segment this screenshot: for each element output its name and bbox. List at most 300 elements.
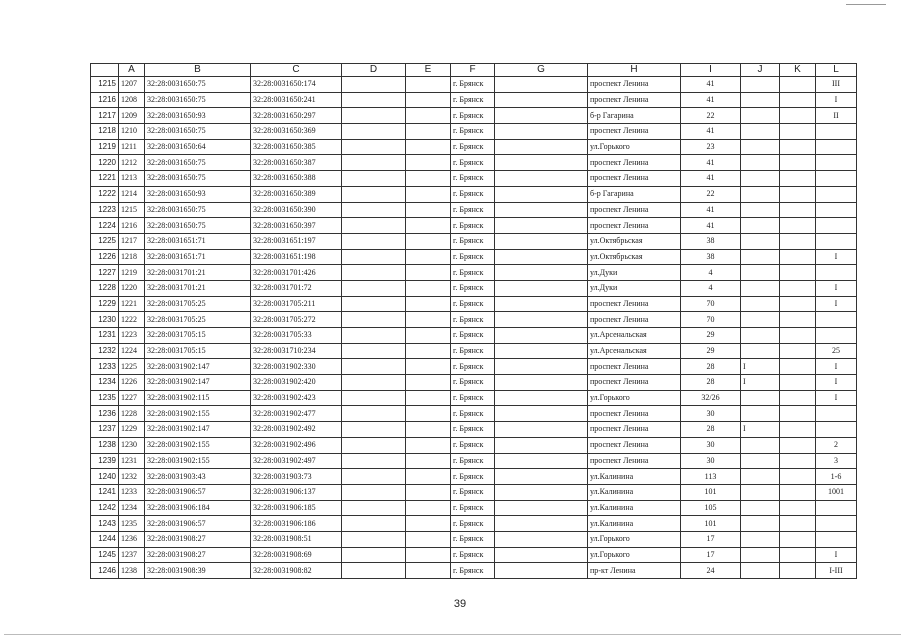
cell-l[interactable] — [816, 312, 857, 328]
cell-e[interactable] — [406, 500, 451, 516]
row-number[interactable]: 1242 — [91, 500, 119, 516]
cell-j[interactable] — [741, 77, 780, 93]
cell-l[interactable] — [816, 406, 857, 422]
column-header-a[interactable]: A — [119, 64, 145, 77]
cell-b[interactable]: 32:28:0031906:57 — [145, 516, 251, 532]
cell-k[interactable] — [780, 563, 816, 579]
cell-b[interactable]: 32:28:0031705:15 — [145, 343, 251, 359]
cell-c[interactable]: 32:28:0031902:497 — [251, 453, 342, 469]
column-header-k[interactable]: K — [780, 64, 816, 77]
cell-k[interactable] — [780, 359, 816, 375]
cell-c[interactable]: 32:28:0031705:272 — [251, 312, 342, 328]
cell-e[interactable] — [406, 437, 451, 453]
cell-h[interactable]: проспект Ленина — [588, 406, 681, 422]
cell-e[interactable] — [406, 249, 451, 265]
cell-d[interactable] — [342, 390, 406, 406]
column-header-j[interactable]: J — [741, 64, 780, 77]
cell-e[interactable] — [406, 265, 451, 281]
cell-g[interactable] — [495, 359, 588, 375]
cell-g[interactable] — [495, 343, 588, 359]
cell-d[interactable] — [342, 186, 406, 202]
cell-k[interactable] — [780, 171, 816, 187]
cell-d[interactable] — [342, 296, 406, 312]
cell-b[interactable]: 32:28:0031650:64 — [145, 139, 251, 155]
cell-f[interactable]: г. Брянск — [451, 390, 495, 406]
cell-j[interactable] — [741, 437, 780, 453]
cell-c[interactable]: 32:28:0031650:387 — [251, 155, 342, 171]
cell-g[interactable] — [495, 375, 588, 391]
cell-k[interactable] — [780, 328, 816, 344]
row-number[interactable]: 1241 — [91, 484, 119, 500]
row-number[interactable]: 1239 — [91, 453, 119, 469]
cell-h[interactable]: ул.Калинина — [588, 469, 681, 485]
cell-b[interactable]: 32:28:0031650:75 — [145, 77, 251, 93]
cell-i[interactable]: 101 — [681, 484, 741, 500]
cell-d[interactable] — [342, 155, 406, 171]
cell-f[interactable]: г. Брянск — [451, 280, 495, 296]
cell-i[interactable]: 29 — [681, 343, 741, 359]
cell-a[interactable]: 1231 — [119, 453, 145, 469]
cell-g[interactable] — [495, 500, 588, 516]
row-number[interactable]: 1228 — [91, 280, 119, 296]
cell-b[interactable]: 32:28:0031902:115 — [145, 390, 251, 406]
cell-i[interactable]: 70 — [681, 312, 741, 328]
cell-f[interactable]: г. Брянск — [451, 531, 495, 547]
cell-l[interactable]: I — [816, 390, 857, 406]
cell-a[interactable]: 1232 — [119, 469, 145, 485]
cell-g[interactable] — [495, 328, 588, 344]
cell-a[interactable]: 1235 — [119, 516, 145, 532]
row-number[interactable]: 1244 — [91, 531, 119, 547]
row-number[interactable]: 1245 — [91, 547, 119, 563]
cell-k[interactable] — [780, 422, 816, 438]
cell-d[interactable] — [342, 77, 406, 93]
cell-h[interactable]: б-р Гагарина — [588, 108, 681, 124]
cell-b[interactable]: 32:28:0031650:75 — [145, 202, 251, 218]
cell-d[interactable] — [342, 218, 406, 234]
cell-g[interactable] — [495, 139, 588, 155]
cell-b[interactable]: 32:28:0031902:155 — [145, 406, 251, 422]
cell-g[interactable] — [495, 406, 588, 422]
cell-j[interactable] — [741, 343, 780, 359]
cell-d[interactable] — [342, 108, 406, 124]
cell-j[interactable] — [741, 484, 780, 500]
cell-i[interactable]: 41 — [681, 124, 741, 140]
cell-e[interactable] — [406, 375, 451, 391]
cell-b[interactable]: 32:28:0031902:155 — [145, 453, 251, 469]
cell-b[interactable]: 32:28:0031908:39 — [145, 563, 251, 579]
cell-h[interactable]: проспект Ленина — [588, 375, 681, 391]
cell-j[interactable] — [741, 453, 780, 469]
cell-a[interactable]: 1213 — [119, 171, 145, 187]
cell-f[interactable]: г. Брянск — [451, 547, 495, 563]
cell-c[interactable]: 32:28:0031906:186 — [251, 516, 342, 532]
cell-i[interactable]: 4 — [681, 280, 741, 296]
cell-f[interactable]: г. Брянск — [451, 484, 495, 500]
cell-j[interactable] — [741, 296, 780, 312]
cell-l[interactable] — [816, 124, 857, 140]
cell-i[interactable]: 113 — [681, 469, 741, 485]
cell-l[interactable]: III — [816, 77, 857, 93]
cell-j[interactable] — [741, 171, 780, 187]
cell-i[interactable]: 105 — [681, 500, 741, 516]
cell-a[interactable]: 1215 — [119, 202, 145, 218]
cell-i[interactable]: 101 — [681, 516, 741, 532]
row-number[interactable]: 1223 — [91, 202, 119, 218]
cell-f[interactable]: г. Брянск — [451, 406, 495, 422]
cell-g[interactable] — [495, 312, 588, 328]
cell-a[interactable]: 1219 — [119, 265, 145, 281]
column-header-l[interactable]: L — [816, 64, 857, 77]
cell-f[interactable]: г. Брянск — [451, 249, 495, 265]
cell-c[interactable]: 32:28:0031705:33 — [251, 328, 342, 344]
cell-h[interactable]: проспект Ленина — [588, 312, 681, 328]
cell-f[interactable]: г. Брянск — [451, 265, 495, 281]
cell-g[interactable] — [495, 108, 588, 124]
cell-g[interactable] — [495, 186, 588, 202]
cell-l[interactable]: II — [816, 108, 857, 124]
cell-c[interactable]: 32:28:0031906:185 — [251, 500, 342, 516]
cell-d[interactable] — [342, 202, 406, 218]
cell-a[interactable]: 1225 — [119, 359, 145, 375]
cell-e[interactable] — [406, 77, 451, 93]
cell-d[interactable] — [342, 233, 406, 249]
cell-c[interactable]: 32:28:0031902:330 — [251, 359, 342, 375]
cell-g[interactable] — [495, 563, 588, 579]
column-header-b[interactable]: B — [145, 64, 251, 77]
cell-j[interactable] — [741, 328, 780, 344]
cell-i[interactable]: 30 — [681, 453, 741, 469]
cell-e[interactable] — [406, 155, 451, 171]
cell-g[interactable] — [495, 390, 588, 406]
cell-e[interactable] — [406, 516, 451, 532]
cell-l[interactable]: 2 — [816, 437, 857, 453]
cell-c[interactable]: 32:28:0031650:390 — [251, 202, 342, 218]
cell-j[interactable] — [741, 139, 780, 155]
cell-g[interactable] — [495, 233, 588, 249]
cell-d[interactable] — [342, 139, 406, 155]
cell-j[interactable] — [741, 233, 780, 249]
cell-a[interactable]: 1207 — [119, 77, 145, 93]
cell-h[interactable]: ул.Горького — [588, 531, 681, 547]
cell-b[interactable]: 32:28:0031906:184 — [145, 500, 251, 516]
cell-g[interactable] — [495, 155, 588, 171]
cell-k[interactable] — [780, 312, 816, 328]
cell-k[interactable] — [780, 186, 816, 202]
cell-j[interactable] — [741, 280, 780, 296]
column-header-g[interactable]: G — [495, 64, 588, 77]
cell-h[interactable]: проспект Ленина — [588, 171, 681, 187]
cell-f[interactable]: г. Брянск — [451, 453, 495, 469]
cell-j[interactable] — [741, 202, 780, 218]
cell-e[interactable] — [406, 359, 451, 375]
cell-b[interactable]: 32:28:0031906:57 — [145, 484, 251, 500]
cell-j[interactable] — [741, 124, 780, 140]
cell-l[interactable] — [816, 422, 857, 438]
cell-a[interactable]: 1210 — [119, 124, 145, 140]
cell-a[interactable]: 1228 — [119, 406, 145, 422]
column-header-f[interactable]: F — [451, 64, 495, 77]
cell-i[interactable]: 32/26 — [681, 390, 741, 406]
column-header-c[interactable]: C — [251, 64, 342, 77]
row-number[interactable]: 1216 — [91, 92, 119, 108]
cell-i[interactable]: 41 — [681, 171, 741, 187]
cell-b[interactable]: 32:28:0031650:93 — [145, 186, 251, 202]
cell-a[interactable]: 1214 — [119, 186, 145, 202]
cell-h[interactable]: ул.Дуки — [588, 265, 681, 281]
cell-k[interactable] — [780, 265, 816, 281]
cell-k[interactable] — [780, 233, 816, 249]
cell-e[interactable] — [406, 139, 451, 155]
cell-a[interactable]: 1217 — [119, 233, 145, 249]
cell-a[interactable]: 1230 — [119, 437, 145, 453]
cell-b[interactable]: 32:28:0031650:75 — [145, 171, 251, 187]
cell-g[interactable] — [495, 124, 588, 140]
cell-j[interactable] — [741, 265, 780, 281]
cell-c[interactable]: 32:28:0031902:477 — [251, 406, 342, 422]
cell-h[interactable]: ул.Горького — [588, 390, 681, 406]
cell-c[interactable]: 32:28:0031705:211 — [251, 296, 342, 312]
cell-g[interactable] — [495, 469, 588, 485]
cell-h[interactable]: ул.Арсенальская — [588, 343, 681, 359]
cell-g[interactable] — [495, 280, 588, 296]
cell-j[interactable]: I — [741, 375, 780, 391]
cell-h[interactable]: ул.Октябрьская — [588, 233, 681, 249]
cell-g[interactable] — [495, 202, 588, 218]
cell-h[interactable]: ул.Арсенальская — [588, 328, 681, 344]
cell-k[interactable] — [780, 108, 816, 124]
cell-f[interactable]: г. Брянск — [451, 171, 495, 187]
cell-l[interactable] — [816, 202, 857, 218]
cell-e[interactable] — [406, 406, 451, 422]
cell-c[interactable]: 32:28:0031902:420 — [251, 375, 342, 391]
cell-i[interactable]: 41 — [681, 155, 741, 171]
cell-c[interactable]: 32:28:0031908:51 — [251, 531, 342, 547]
cell-d[interactable] — [342, 453, 406, 469]
cell-f[interactable]: г. Брянск — [451, 469, 495, 485]
cell-h[interactable]: ул.Горького — [588, 547, 681, 563]
cell-b[interactable]: 32:28:0031650:93 — [145, 108, 251, 124]
cell-d[interactable] — [342, 280, 406, 296]
cell-l[interactable]: I — [816, 547, 857, 563]
cell-h[interactable]: проспект Ленина — [588, 296, 681, 312]
cell-j[interactable]: I — [741, 359, 780, 375]
cell-c[interactable]: 32:28:0031908:69 — [251, 547, 342, 563]
cell-h[interactable]: ул.Дуки — [588, 280, 681, 296]
cell-i[interactable]: 70 — [681, 296, 741, 312]
cell-d[interactable] — [342, 124, 406, 140]
cell-l[interactable] — [816, 328, 857, 344]
cell-e[interactable] — [406, 547, 451, 563]
cell-e[interactable] — [406, 171, 451, 187]
cell-j[interactable] — [741, 390, 780, 406]
cell-b[interactable]: 32:28:0031650:75 — [145, 124, 251, 140]
cell-l[interactable]: 25 — [816, 343, 857, 359]
cell-a[interactable]: 1220 — [119, 280, 145, 296]
cell-h[interactable]: проспект Ленина — [588, 92, 681, 108]
cell-f[interactable]: г. Брянск — [451, 202, 495, 218]
cell-h[interactable]: проспект Ленина — [588, 77, 681, 93]
cell-k[interactable] — [780, 124, 816, 140]
cell-i[interactable]: 22 — [681, 108, 741, 124]
cell-l[interactable] — [816, 155, 857, 171]
cell-d[interactable] — [342, 547, 406, 563]
cell-j[interactable] — [741, 186, 780, 202]
cell-d[interactable] — [342, 500, 406, 516]
cell-k[interactable] — [780, 375, 816, 391]
cell-k[interactable] — [780, 343, 816, 359]
cell-c[interactable]: 32:28:0031906:137 — [251, 484, 342, 500]
cell-h[interactable]: проспект Ленина — [588, 453, 681, 469]
cell-c[interactable]: 32:28:0031902:496 — [251, 437, 342, 453]
cell-d[interactable] — [342, 531, 406, 547]
cell-l[interactable]: 1-6 — [816, 469, 857, 485]
cell-d[interactable] — [342, 422, 406, 438]
cell-e[interactable] — [406, 186, 451, 202]
row-number[interactable]: 1221 — [91, 171, 119, 187]
cell-h[interactable]: проспект Ленина — [588, 359, 681, 375]
cell-d[interactable] — [342, 265, 406, 281]
cell-i[interactable]: 30 — [681, 406, 741, 422]
cell-i[interactable]: 23 — [681, 139, 741, 155]
cell-h[interactable]: проспект Ленина — [588, 202, 681, 218]
cell-b[interactable]: 32:28:0031908:27 — [145, 547, 251, 563]
cell-g[interactable] — [495, 92, 588, 108]
cell-l[interactable] — [816, 500, 857, 516]
cell-e[interactable] — [406, 453, 451, 469]
cell-h[interactable]: пр-кт Ленина — [588, 563, 681, 579]
cell-g[interactable] — [495, 453, 588, 469]
cell-l[interactable] — [816, 265, 857, 281]
row-number[interactable]: 1230 — [91, 312, 119, 328]
cell-f[interactable]: г. Брянск — [451, 124, 495, 140]
cell-i[interactable]: 41 — [681, 77, 741, 93]
cell-g[interactable] — [495, 422, 588, 438]
cell-l[interactable] — [816, 218, 857, 234]
cell-b[interactable]: 32:28:0031650:75 — [145, 218, 251, 234]
cell-e[interactable] — [406, 124, 451, 140]
cell-k[interactable] — [780, 437, 816, 453]
cell-f[interactable]: г. Брянск — [451, 343, 495, 359]
cell-c[interactable]: 32:28:0031650:297 — [251, 108, 342, 124]
cell-l[interactable] — [816, 531, 857, 547]
cell-l[interactable] — [816, 171, 857, 187]
cell-f[interactable]: г. Брянск — [451, 92, 495, 108]
cell-b[interactable]: 32:28:0031651:71 — [145, 233, 251, 249]
cell-l[interactable] — [816, 186, 857, 202]
cell-c[interactable]: 32:28:0031902:492 — [251, 422, 342, 438]
row-number[interactable]: 1224 — [91, 218, 119, 234]
cell-e[interactable] — [406, 484, 451, 500]
cell-b[interactable]: 32:28:0031705:25 — [145, 296, 251, 312]
cell-a[interactable]: 1211 — [119, 139, 145, 155]
row-number[interactable]: 1243 — [91, 516, 119, 532]
cell-k[interactable] — [780, 484, 816, 500]
cell-e[interactable] — [406, 469, 451, 485]
cell-c[interactable]: 32:28:0031701:72 — [251, 280, 342, 296]
row-number[interactable]: 1240 — [91, 469, 119, 485]
cell-g[interactable] — [495, 484, 588, 500]
cell-d[interactable] — [342, 375, 406, 391]
cell-h[interactable]: ул.Калинина — [588, 500, 681, 516]
row-number[interactable]: 1227 — [91, 265, 119, 281]
cell-i[interactable]: 28 — [681, 422, 741, 438]
cell-d[interactable] — [342, 312, 406, 328]
row-number[interactable]: 1218 — [91, 124, 119, 140]
cell-l[interactable]: I — [816, 296, 857, 312]
cell-j[interactable] — [741, 108, 780, 124]
cell-g[interactable] — [495, 249, 588, 265]
cell-c[interactable]: 32:28:0031710:234 — [251, 343, 342, 359]
cell-i[interactable]: 38 — [681, 233, 741, 249]
cell-e[interactable] — [406, 563, 451, 579]
cell-g[interactable] — [495, 171, 588, 187]
cell-k[interactable] — [780, 531, 816, 547]
cell-f[interactable]: г. Брянск — [451, 296, 495, 312]
cell-d[interactable] — [342, 437, 406, 453]
cell-g[interactable] — [495, 265, 588, 281]
cell-k[interactable] — [780, 547, 816, 563]
cell-a[interactable]: 1222 — [119, 312, 145, 328]
row-number[interactable]: 1246 — [91, 563, 119, 579]
cell-e[interactable] — [406, 108, 451, 124]
cell-d[interactable] — [342, 516, 406, 532]
cell-j[interactable] — [741, 516, 780, 532]
cell-k[interactable] — [780, 453, 816, 469]
cell-d[interactable] — [342, 328, 406, 344]
cell-k[interactable] — [780, 155, 816, 171]
cell-f[interactable]: г. Брянск — [451, 218, 495, 234]
cell-c[interactable]: 32:28:0031902:423 — [251, 390, 342, 406]
cell-d[interactable] — [342, 484, 406, 500]
cell-k[interactable] — [780, 249, 816, 265]
cell-h[interactable]: проспект Ленина — [588, 124, 681, 140]
cell-f[interactable]: г. Брянск — [451, 312, 495, 328]
cell-b[interactable]: 32:28:0031902:147 — [145, 359, 251, 375]
row-number[interactable]: 1215 — [91, 77, 119, 93]
cell-i[interactable]: 41 — [681, 202, 741, 218]
cell-l[interactable]: I — [816, 249, 857, 265]
cell-d[interactable] — [342, 171, 406, 187]
cell-f[interactable]: г. Брянск — [451, 77, 495, 93]
row-number[interactable]: 1219 — [91, 139, 119, 155]
cell-k[interactable] — [780, 139, 816, 155]
cell-e[interactable] — [406, 280, 451, 296]
column-header-e[interactable]: E — [406, 64, 451, 77]
cell-j[interactable] — [741, 218, 780, 234]
cell-e[interactable] — [406, 531, 451, 547]
cell-k[interactable] — [780, 516, 816, 532]
cell-j[interactable] — [741, 500, 780, 516]
cell-d[interactable] — [342, 563, 406, 579]
cell-e[interactable] — [406, 390, 451, 406]
row-number[interactable]: 1217 — [91, 108, 119, 124]
cell-a[interactable]: 1233 — [119, 484, 145, 500]
cell-f[interactable]: г. Брянск — [451, 563, 495, 579]
cell-j[interactable] — [741, 531, 780, 547]
cell-e[interactable] — [406, 296, 451, 312]
row-number[interactable]: 1234 — [91, 375, 119, 391]
row-number[interactable]: 1237 — [91, 422, 119, 438]
cell-e[interactable] — [406, 233, 451, 249]
cell-f[interactable]: г. Брянск — [451, 375, 495, 391]
cell-g[interactable] — [495, 531, 588, 547]
cell-f[interactable]: г. Брянск — [451, 155, 495, 171]
cell-h[interactable]: б-р Гагарина — [588, 186, 681, 202]
cell-j[interactable] — [741, 563, 780, 579]
cell-g[interactable] — [495, 218, 588, 234]
cell-k[interactable] — [780, 92, 816, 108]
